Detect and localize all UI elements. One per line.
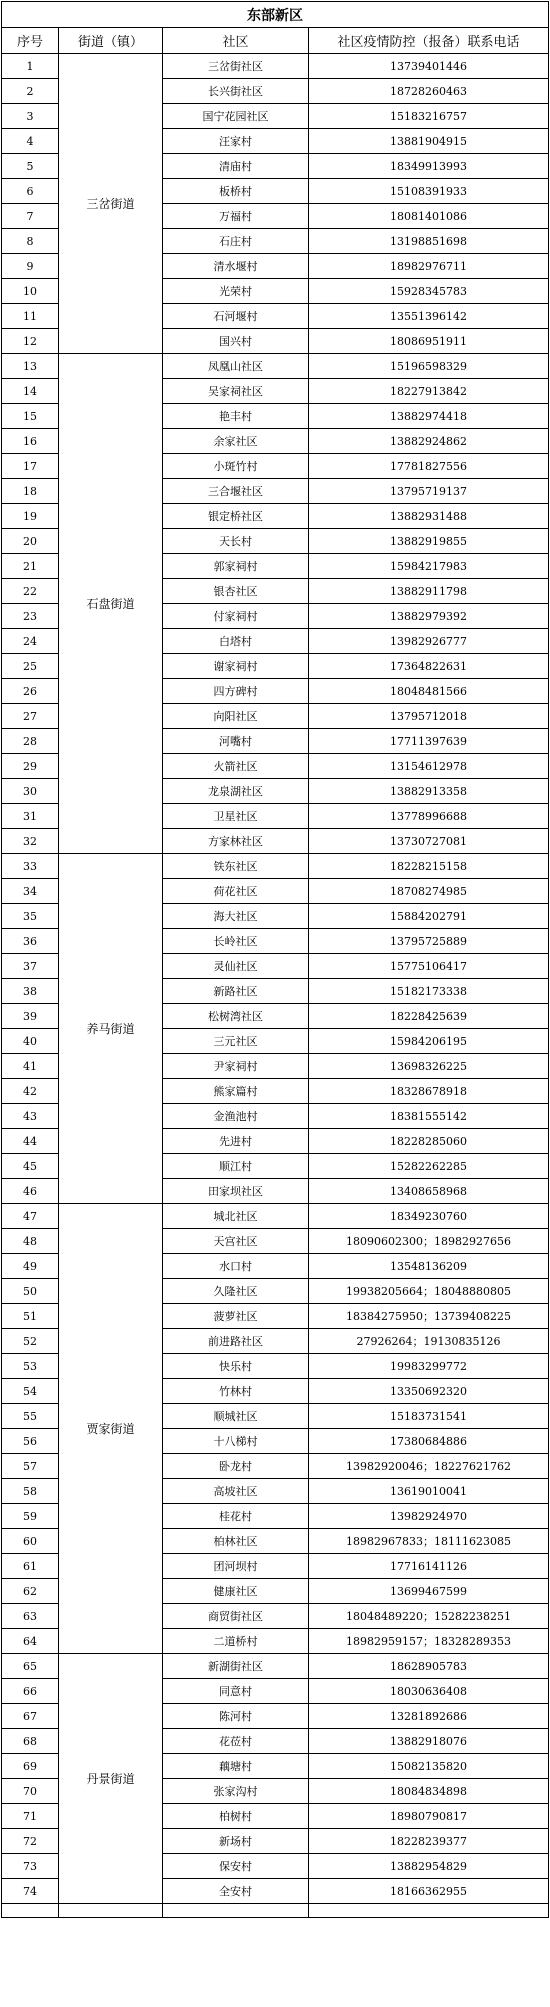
row-index: 42 bbox=[2, 1079, 59, 1104]
contact-phone: 15984206195 bbox=[309, 1029, 549, 1054]
contact-phone: 13881904915 bbox=[309, 129, 549, 154]
row-index: 53 bbox=[2, 1354, 59, 1379]
row-index: 7 bbox=[2, 204, 59, 229]
community-name: 卫星社区 bbox=[163, 804, 309, 829]
row-index: 1 bbox=[2, 54, 59, 79]
contact-phone: 13882924862 bbox=[309, 429, 549, 454]
community-name: 新场村 bbox=[163, 1829, 309, 1854]
community-name: 三岔街社区 bbox=[163, 54, 309, 79]
row-index: 52 bbox=[2, 1329, 59, 1354]
contact-phone: 13408658968 bbox=[309, 1179, 549, 1204]
contact-phone: 15928345783 bbox=[309, 279, 549, 304]
header-index: 序号 bbox=[2, 28, 59, 54]
row-index: 69 bbox=[2, 1754, 59, 1779]
community-name: 国兴村 bbox=[163, 329, 309, 354]
row-index: 67 bbox=[2, 1704, 59, 1729]
row-index: 8 bbox=[2, 229, 59, 254]
contact-phone: 18228215158 bbox=[309, 854, 549, 879]
contact-phone: 13350692320 bbox=[309, 1379, 549, 1404]
contact-table bbox=[1, 1, 549, 1918]
community-name: 保安村 bbox=[163, 1854, 309, 1879]
community-name: 灵仙社区 bbox=[163, 954, 309, 979]
contact-phone: 18328678918 bbox=[309, 1079, 549, 1104]
row-index: 27 bbox=[2, 704, 59, 729]
empty-cell bbox=[163, 1904, 309, 1918]
row-index: 66 bbox=[2, 1679, 59, 1704]
row-index: 51 bbox=[2, 1304, 59, 1329]
community-name: 藕塘村 bbox=[163, 1754, 309, 1779]
community-name: 新路社区 bbox=[163, 979, 309, 1004]
community-name: 久隆社区 bbox=[163, 1279, 309, 1304]
row-index: 18 bbox=[2, 479, 59, 504]
community-name: 二道桥村 bbox=[163, 1629, 309, 1654]
contact-phone: 13619010041 bbox=[309, 1479, 549, 1504]
contact-phone: 13154612978 bbox=[309, 754, 549, 779]
contact-phone: 15775106417 bbox=[309, 954, 549, 979]
contact-phone: 17711397639 bbox=[309, 729, 549, 754]
header-row bbox=[2, 28, 549, 54]
row-index: 46 bbox=[2, 1179, 59, 1204]
row-index: 15 bbox=[2, 404, 59, 429]
street-name: 养马街道 bbox=[59, 854, 163, 1204]
empty-cell bbox=[309, 1904, 549, 1918]
row-index: 31 bbox=[2, 804, 59, 829]
community-name: 汪家村 bbox=[163, 129, 309, 154]
table-body bbox=[2, 54, 549, 1918]
street-name: 三岔街道 bbox=[59, 54, 163, 354]
contact-phone: 13795712018 bbox=[309, 704, 549, 729]
contact-phone: 15196598329 bbox=[309, 354, 549, 379]
community-name: 长兴街社区 bbox=[163, 79, 309, 104]
row-index: 24 bbox=[2, 629, 59, 654]
community-name: 前进路社区 bbox=[163, 1329, 309, 1354]
contact-phone: 18084834898 bbox=[309, 1779, 549, 1804]
community-name: 张家沟村 bbox=[163, 1779, 309, 1804]
community-name: 清水堰村 bbox=[163, 254, 309, 279]
community-name: 高坡社区 bbox=[163, 1479, 309, 1504]
row-index: 16 bbox=[2, 429, 59, 454]
community-name: 花莅村 bbox=[163, 1729, 309, 1754]
contact-phone: 13699467599 bbox=[309, 1579, 549, 1604]
contact-phone: 13882974418 bbox=[309, 404, 549, 429]
community-name: 卧龙村 bbox=[163, 1454, 309, 1479]
row-index: 73 bbox=[2, 1854, 59, 1879]
row-index: 62 bbox=[2, 1579, 59, 1604]
row-index: 56 bbox=[2, 1429, 59, 1454]
row-index: 37 bbox=[2, 954, 59, 979]
table-row bbox=[2, 854, 549, 879]
row-index: 70 bbox=[2, 1779, 59, 1804]
community-name: 石河堰村 bbox=[163, 304, 309, 329]
community-name: 十八梯村 bbox=[163, 1429, 309, 1454]
contact-phone: 13198851698 bbox=[309, 229, 549, 254]
community-name: 菠萝社区 bbox=[163, 1304, 309, 1329]
community-name: 柏林社区 bbox=[163, 1529, 309, 1554]
contact-phone: 13882919855 bbox=[309, 529, 549, 554]
row-index: 10 bbox=[2, 279, 59, 304]
contact-phone: 18166362955 bbox=[309, 1879, 549, 1904]
contact-phone: 18228285060 bbox=[309, 1129, 549, 1154]
contact-phone: 18980790817 bbox=[309, 1804, 549, 1829]
community-name: 余家社区 bbox=[163, 429, 309, 454]
contact-phone: 18048481566 bbox=[309, 679, 549, 704]
contact-phone: 27926264；19130835126 bbox=[309, 1329, 549, 1354]
row-index: 25 bbox=[2, 654, 59, 679]
community-name: 吴家祠社区 bbox=[163, 379, 309, 404]
empty-cell bbox=[2, 1904, 59, 1918]
community-name: 全安村 bbox=[163, 1879, 309, 1904]
row-index: 30 bbox=[2, 779, 59, 804]
community-name: 铁东社区 bbox=[163, 854, 309, 879]
contact-phone: 13982920046；18227621762 bbox=[309, 1454, 549, 1479]
contact-phone: 13882931488 bbox=[309, 504, 549, 529]
row-index: 33 bbox=[2, 854, 59, 879]
table-row bbox=[2, 54, 549, 79]
row-index: 29 bbox=[2, 754, 59, 779]
contact-phone: 13882979392 bbox=[309, 604, 549, 629]
community-name: 快乐村 bbox=[163, 1354, 309, 1379]
community-name: 向阳社区 bbox=[163, 704, 309, 729]
row-index: 2 bbox=[2, 79, 59, 104]
contact-phone: 18708274985 bbox=[309, 879, 549, 904]
community-name: 健康社区 bbox=[163, 1579, 309, 1604]
contact-phone: 18081401086 bbox=[309, 204, 549, 229]
community-name: 长岭社区 bbox=[163, 929, 309, 954]
community-name: 清庙村 bbox=[163, 154, 309, 179]
row-index: 34 bbox=[2, 879, 59, 904]
row-index: 36 bbox=[2, 929, 59, 954]
header-street: 街道（镇） bbox=[59, 28, 163, 54]
community-name: 水口村 bbox=[163, 1254, 309, 1279]
row-index: 5 bbox=[2, 154, 59, 179]
contact-phone: 18228239377 bbox=[309, 1829, 549, 1854]
contact-phone: 18086951911 bbox=[309, 329, 549, 354]
row-index: 49 bbox=[2, 1254, 59, 1279]
row-index: 3 bbox=[2, 104, 59, 129]
row-index: 35 bbox=[2, 904, 59, 929]
row-index: 57 bbox=[2, 1454, 59, 1479]
contact-phone: 13882954829 bbox=[309, 1854, 549, 1879]
row-index: 72 bbox=[2, 1829, 59, 1854]
table-title: 东部新区 bbox=[2, 2, 549, 28]
community-name: 银杏社区 bbox=[163, 579, 309, 604]
table-row bbox=[2, 1204, 549, 1229]
contact-phone: 17781827556 bbox=[309, 454, 549, 479]
table-row bbox=[2, 1654, 549, 1679]
contact-phone: 13698326225 bbox=[309, 1054, 549, 1079]
contact-phone: 13548136209 bbox=[309, 1254, 549, 1279]
contact-phone: 15884202791 bbox=[309, 904, 549, 929]
community-name: 天宫社区 bbox=[163, 1229, 309, 1254]
contact-phone: 13882918076 bbox=[309, 1729, 549, 1754]
street-name: 贾家街道 bbox=[59, 1204, 163, 1654]
community-name: 凤凰山社区 bbox=[163, 354, 309, 379]
street-name: 丹景街道 bbox=[59, 1654, 163, 1904]
community-name: 陈河村 bbox=[163, 1704, 309, 1729]
community-name: 天长村 bbox=[163, 529, 309, 554]
contact-phone: 18982976711 bbox=[309, 254, 549, 279]
row-index: 74 bbox=[2, 1879, 59, 1904]
contact-phone: 13730727081 bbox=[309, 829, 549, 854]
community-name: 银定桥社区 bbox=[163, 504, 309, 529]
community-name: 小斑竹村 bbox=[163, 454, 309, 479]
row-index: 45 bbox=[2, 1154, 59, 1179]
community-name: 板桥村 bbox=[163, 179, 309, 204]
contact-phone: 18227913842 bbox=[309, 379, 549, 404]
community-name: 荷花社区 bbox=[163, 879, 309, 904]
empty-cell bbox=[59, 1904, 163, 1918]
contact-phone: 15082135820 bbox=[309, 1754, 549, 1779]
row-index: 54 bbox=[2, 1379, 59, 1404]
row-index: 41 bbox=[2, 1054, 59, 1079]
community-name: 团河坝村 bbox=[163, 1554, 309, 1579]
contact-phone: 15183731541 bbox=[309, 1404, 549, 1429]
contact-phone: 13882911798 bbox=[309, 579, 549, 604]
community-name: 商贸街社区 bbox=[163, 1604, 309, 1629]
community-name: 新湖街社区 bbox=[163, 1654, 309, 1679]
contact-phone: 18228425639 bbox=[309, 1004, 549, 1029]
community-name: 城北社区 bbox=[163, 1204, 309, 1229]
contact-phone: 18048489220；15282238251 bbox=[309, 1604, 549, 1629]
row-index: 47 bbox=[2, 1204, 59, 1229]
row-index: 6 bbox=[2, 179, 59, 204]
contact-phone: 18982967833；18111623085 bbox=[309, 1529, 549, 1554]
contact-phone: 18728260463 bbox=[309, 79, 549, 104]
row-index: 48 bbox=[2, 1229, 59, 1254]
contact-phone: 17716141126 bbox=[309, 1554, 549, 1579]
community-name: 海大社区 bbox=[163, 904, 309, 929]
row-index: 55 bbox=[2, 1404, 59, 1429]
row-index: 19 bbox=[2, 504, 59, 529]
row-index: 50 bbox=[2, 1279, 59, 1304]
community-name: 顺江村 bbox=[163, 1154, 309, 1179]
header-phone: 社区疫情防控（报备）联系电话 bbox=[309, 28, 549, 54]
contact-phone: 13551396142 bbox=[309, 304, 549, 329]
contact-phone: 13882913358 bbox=[309, 779, 549, 804]
row-index: 11 bbox=[2, 304, 59, 329]
community-name: 同意村 bbox=[163, 1679, 309, 1704]
contact-phone: 15182173338 bbox=[309, 979, 549, 1004]
community-name: 竹林村 bbox=[163, 1379, 309, 1404]
community-name: 火箭社区 bbox=[163, 754, 309, 779]
row-index: 32 bbox=[2, 829, 59, 854]
row-index: 58 bbox=[2, 1479, 59, 1504]
community-name: 三合堰社区 bbox=[163, 479, 309, 504]
contact-phone: 17364822631 bbox=[309, 654, 549, 679]
community-name: 万福村 bbox=[163, 204, 309, 229]
community-name: 国宁花园社区 bbox=[163, 104, 309, 129]
row-index: 23 bbox=[2, 604, 59, 629]
row-index: 14 bbox=[2, 379, 59, 404]
row-index: 12 bbox=[2, 329, 59, 354]
row-index: 64 bbox=[2, 1629, 59, 1654]
community-name: 龙泉湖社区 bbox=[163, 779, 309, 804]
row-index: 60 bbox=[2, 1529, 59, 1554]
row-index: 22 bbox=[2, 579, 59, 604]
contact-phone: 13795725889 bbox=[309, 929, 549, 954]
table-row-cropped bbox=[2, 1904, 549, 1918]
community-name: 四方碑村 bbox=[163, 679, 309, 704]
row-index: 38 bbox=[2, 979, 59, 1004]
contact-phone: 15282262285 bbox=[309, 1154, 549, 1179]
contact-phone: 15108391933 bbox=[309, 179, 549, 204]
contact-phone: 15183216757 bbox=[309, 104, 549, 129]
community-name: 顺城社区 bbox=[163, 1404, 309, 1429]
community-name: 石庄村 bbox=[163, 229, 309, 254]
contact-phone: 18349913993 bbox=[309, 154, 549, 179]
contact-phone: 19938205664；18048880805 bbox=[309, 1279, 549, 1304]
contact-phone: 18384275950；13739408225 bbox=[309, 1304, 549, 1329]
row-index: 44 bbox=[2, 1129, 59, 1154]
community-name: 白塔村 bbox=[163, 629, 309, 654]
contact-phone: 13982926777 bbox=[309, 629, 549, 654]
community-name: 谢家祠村 bbox=[163, 654, 309, 679]
community-name: 光荣村 bbox=[163, 279, 309, 304]
contact-phone: 18381555142 bbox=[309, 1104, 549, 1129]
contact-phone: 13795719137 bbox=[309, 479, 549, 504]
contact-phone: 18628905783 bbox=[309, 1654, 549, 1679]
row-index: 17 bbox=[2, 454, 59, 479]
contact-phone: 13739401446 bbox=[309, 54, 549, 79]
contact-phone: 19983299772 bbox=[309, 1354, 549, 1379]
row-index: 9 bbox=[2, 254, 59, 279]
row-index: 28 bbox=[2, 729, 59, 754]
community-name: 熊家篇村 bbox=[163, 1079, 309, 1104]
community-name: 柏树村 bbox=[163, 1804, 309, 1829]
row-index: 39 bbox=[2, 1004, 59, 1029]
community-name: 付家祠村 bbox=[163, 604, 309, 629]
row-index: 68 bbox=[2, 1729, 59, 1754]
community-name: 松树湾社区 bbox=[163, 1004, 309, 1029]
header-community: 社区 bbox=[163, 28, 309, 54]
row-index: 20 bbox=[2, 529, 59, 554]
row-index: 21 bbox=[2, 554, 59, 579]
community-name: 三元社区 bbox=[163, 1029, 309, 1054]
row-index: 43 bbox=[2, 1104, 59, 1129]
contact-phone: 13982924970 bbox=[309, 1504, 549, 1529]
contact-phone: 13281892686 bbox=[309, 1704, 549, 1729]
community-name: 先进村 bbox=[163, 1129, 309, 1154]
community-name: 河嘴村 bbox=[163, 729, 309, 754]
table-row bbox=[2, 354, 549, 379]
contact-phone: 13778996688 bbox=[309, 804, 549, 829]
community-name: 尹家祠村 bbox=[163, 1054, 309, 1079]
community-name: 郭家祠村 bbox=[163, 554, 309, 579]
community-name: 金渔池村 bbox=[163, 1104, 309, 1129]
community-name: 田家坝社区 bbox=[163, 1179, 309, 1204]
community-name: 桂花村 bbox=[163, 1504, 309, 1529]
row-index: 40 bbox=[2, 1029, 59, 1054]
row-index: 4 bbox=[2, 129, 59, 154]
row-index: 26 bbox=[2, 679, 59, 704]
contact-phone: 15984217983 bbox=[309, 554, 549, 579]
row-index: 71 bbox=[2, 1804, 59, 1829]
contact-phone: 17380684886 bbox=[309, 1429, 549, 1454]
row-index: 59 bbox=[2, 1504, 59, 1529]
community-name: 方家林社区 bbox=[163, 829, 309, 854]
street-name: 石盘街道 bbox=[59, 354, 163, 854]
contact-phone: 18982959157；18328289353 bbox=[309, 1629, 549, 1654]
row-index: 13 bbox=[2, 354, 59, 379]
contact-phone: 18030636408 bbox=[309, 1679, 549, 1704]
contact-phone: 18349230760 bbox=[309, 1204, 549, 1229]
contact-phone: 18090602300；18982927656 bbox=[309, 1229, 549, 1254]
row-index: 63 bbox=[2, 1604, 59, 1629]
row-index: 61 bbox=[2, 1554, 59, 1579]
row-index: 65 bbox=[2, 1654, 59, 1679]
community-name: 艳丰村 bbox=[163, 404, 309, 429]
